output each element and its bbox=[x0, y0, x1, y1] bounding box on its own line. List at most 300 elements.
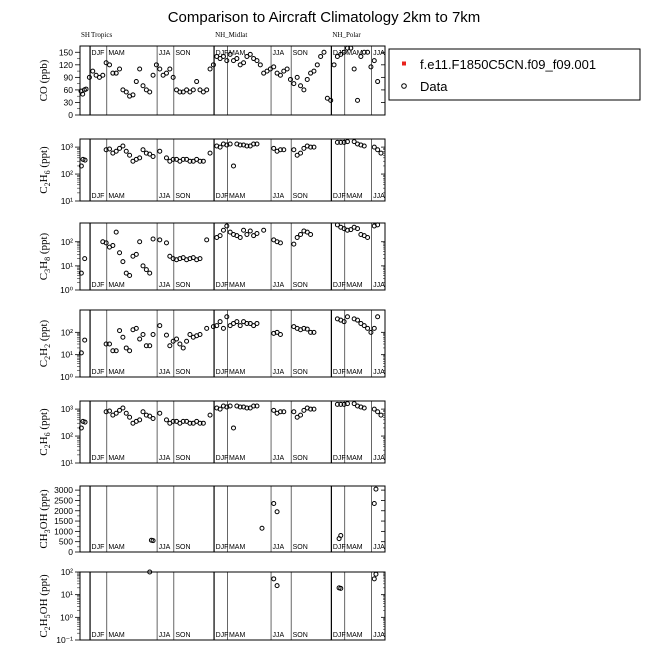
y-axis-label bbox=[38, 232, 52, 280]
y-axis-label-part: 2 bbox=[43, 355, 52, 360]
data-point bbox=[164, 156, 168, 160]
season-label: MAM bbox=[228, 282, 246, 289]
season-label: DJF bbox=[91, 544, 105, 551]
y-axis-label-part: (ppt) bbox=[38, 146, 50, 171]
season-label: DJF bbox=[332, 369, 346, 376]
y-axis-label-part: H bbox=[38, 347, 50, 356]
data-point bbox=[164, 241, 168, 245]
panels bbox=[38, 31, 385, 645]
y-tick-label: 10⁰ bbox=[60, 372, 73, 382]
plot-frame bbox=[80, 572, 385, 640]
y-tick-label: 0 bbox=[68, 110, 73, 120]
data-point bbox=[372, 326, 376, 330]
data-point bbox=[118, 251, 122, 255]
season-label: SON bbox=[175, 632, 191, 639]
region-label: NH_Midlat bbox=[215, 31, 248, 39]
data-point bbox=[124, 90, 128, 94]
y-tick-label: 10³ bbox=[60, 142, 73, 153]
y-axis-label-part: 8 bbox=[43, 256, 52, 261]
data-point bbox=[141, 84, 145, 88]
season-label: DJF bbox=[215, 632, 229, 639]
data-point bbox=[124, 411, 128, 415]
chart-title: Comparison to Aircraft Climatology 2km to 7km bbox=[167, 9, 481, 26]
season-label: MAM bbox=[228, 544, 246, 551]
data-point bbox=[292, 82, 296, 86]
y-axis-label bbox=[38, 408, 52, 456]
data-point bbox=[299, 84, 303, 88]
data-point bbox=[288, 77, 292, 81]
data-point bbox=[128, 349, 132, 353]
legend-label: Data bbox=[420, 79, 448, 94]
data-point bbox=[238, 236, 242, 240]
data-point bbox=[118, 329, 122, 333]
data-point bbox=[121, 335, 125, 339]
data-point bbox=[124, 149, 128, 153]
panel-1 bbox=[38, 31, 385, 120]
season-label: MAM bbox=[346, 282, 363, 289]
data-point bbox=[144, 268, 148, 272]
y-axis-label-part: 2 bbox=[43, 626, 52, 631]
y-axis-label-part: (ppt) bbox=[38, 232, 50, 257]
y-axis-label-part: OH (ppt) bbox=[38, 574, 50, 615]
data-point bbox=[148, 271, 152, 275]
plot-frame bbox=[80, 486, 385, 552]
data-point bbox=[158, 149, 162, 153]
data-point bbox=[379, 151, 383, 155]
season-label: SON bbox=[292, 632, 308, 639]
y-axis-label-part: 2 bbox=[43, 343, 52, 348]
data-point bbox=[275, 510, 279, 514]
data-point bbox=[128, 153, 132, 157]
y-tick-label: 10⁰ bbox=[60, 285, 73, 295]
season-label: MAM bbox=[108, 544, 125, 551]
y-axis-label-part: 6 bbox=[43, 170, 52, 175]
panel-5 bbox=[38, 401, 385, 468]
data-point bbox=[272, 577, 276, 581]
season-label: MAM bbox=[346, 632, 363, 639]
season-label: SON bbox=[292, 193, 308, 200]
data-point bbox=[208, 67, 212, 71]
data-point bbox=[232, 426, 236, 430]
season-label: DJF bbox=[215, 282, 229, 289]
y-axis-label-part: CO (ppb) bbox=[38, 59, 50, 102]
y-tick-label: 10² bbox=[60, 327, 73, 338]
y-axis-label-part: C bbox=[38, 186, 50, 194]
legend-marker-model bbox=[402, 62, 406, 66]
y-axis-label-part: C bbox=[38, 448, 50, 456]
season-label: MAM bbox=[346, 193, 363, 200]
data-point bbox=[148, 90, 152, 94]
data-point bbox=[158, 238, 162, 242]
data-point bbox=[138, 67, 142, 71]
data-point bbox=[278, 332, 282, 336]
data-point bbox=[258, 63, 262, 67]
y-tick-label: 10³ bbox=[60, 404, 73, 415]
season-label: JJA bbox=[272, 193, 285, 200]
season-label: DJF bbox=[332, 544, 346, 551]
data-point bbox=[151, 237, 155, 241]
data-point bbox=[329, 98, 333, 102]
season-label: JJA bbox=[158, 193, 171, 200]
season-label: JJA bbox=[272, 632, 285, 639]
y-axis-label-part: H bbox=[38, 436, 50, 445]
data-point bbox=[248, 229, 252, 233]
season-label: JJA bbox=[272, 369, 285, 376]
season-label: JJA bbox=[272, 50, 285, 57]
data-point bbox=[235, 320, 239, 324]
data-point bbox=[158, 67, 162, 71]
data-point bbox=[208, 413, 212, 417]
season-label: DJF bbox=[91, 50, 105, 57]
data-point bbox=[158, 411, 162, 415]
data-point bbox=[255, 321, 259, 325]
season-label: DJF bbox=[332, 193, 346, 200]
data-point bbox=[218, 234, 222, 238]
data-point bbox=[171, 75, 175, 79]
season-label: SON bbox=[292, 369, 308, 376]
y-tick-label: 10¹ bbox=[60, 589, 73, 600]
data-point bbox=[138, 240, 142, 244]
data-point bbox=[168, 67, 172, 71]
y-axis-label-part: H bbox=[38, 618, 50, 627]
data-point bbox=[292, 148, 296, 152]
y-axis-label-part: 2 bbox=[43, 182, 52, 187]
y-axis-label-part: H bbox=[38, 260, 50, 269]
data-point bbox=[292, 242, 296, 246]
data-point bbox=[295, 236, 299, 240]
season-label: DJF bbox=[215, 455, 229, 462]
data-point bbox=[374, 487, 378, 491]
data-point bbox=[205, 88, 209, 92]
data-point bbox=[185, 339, 189, 343]
season-label: JJA bbox=[373, 455, 385, 462]
data-point bbox=[225, 315, 229, 319]
y-axis-label bbox=[38, 574, 52, 638]
y-tick-label: 10² bbox=[60, 169, 73, 180]
data-point bbox=[275, 584, 279, 588]
data-point bbox=[151, 73, 155, 77]
data-point bbox=[141, 332, 145, 336]
y-axis-label-part: 2 bbox=[43, 444, 52, 449]
data-point bbox=[118, 67, 122, 71]
season-label: SON bbox=[175, 369, 191, 376]
data-point bbox=[195, 80, 199, 84]
season-label: SON bbox=[175, 50, 191, 57]
data-point bbox=[121, 406, 125, 410]
season-label: MAM bbox=[228, 455, 246, 462]
y-tick-label: 3000 bbox=[54, 485, 73, 496]
season-label: MAM bbox=[228, 193, 246, 200]
data-point bbox=[191, 88, 195, 92]
data-point bbox=[299, 233, 303, 237]
data-point bbox=[151, 416, 155, 420]
data-point bbox=[121, 260, 125, 264]
data-point bbox=[299, 151, 303, 155]
data-point bbox=[211, 63, 215, 67]
region-label: SH bbox=[81, 31, 90, 39]
season-label: JJA bbox=[373, 632, 385, 639]
data-point bbox=[345, 315, 349, 319]
data-point bbox=[379, 413, 383, 417]
data-point bbox=[366, 326, 370, 330]
data-point bbox=[332, 63, 336, 67]
data-point bbox=[205, 238, 209, 242]
data-point bbox=[376, 315, 380, 319]
data-point bbox=[285, 67, 289, 71]
data-point bbox=[134, 80, 138, 84]
y-tick-label: 1500 bbox=[54, 516, 73, 527]
data-point bbox=[83, 338, 87, 342]
season-label: MAM bbox=[346, 50, 363, 57]
y-tick-label: 0 bbox=[68, 547, 73, 557]
y-tick-label: 90 bbox=[63, 72, 73, 83]
data-point bbox=[315, 63, 319, 67]
panel-2 bbox=[38, 139, 385, 206]
y-tick-label: 10¹ bbox=[60, 196, 73, 206]
panel-6 bbox=[38, 485, 385, 557]
data-point bbox=[164, 418, 168, 422]
data-point bbox=[366, 236, 370, 240]
data-point bbox=[299, 413, 303, 417]
y-tick-label: 30 bbox=[63, 97, 73, 108]
data-point bbox=[225, 224, 229, 228]
data-point bbox=[121, 144, 125, 148]
season-label: DJF bbox=[91, 455, 105, 462]
season-label: MAM bbox=[108, 50, 125, 57]
season-label: SON bbox=[175, 282, 191, 289]
data-point bbox=[138, 418, 142, 422]
season-label: DJF bbox=[91, 282, 105, 289]
data-point bbox=[312, 69, 316, 73]
season-label: MAM bbox=[108, 455, 125, 462]
y-tick-label: 10¹ bbox=[60, 349, 73, 360]
season-label: JJA bbox=[373, 282, 385, 289]
data-point bbox=[374, 572, 378, 576]
season-label: JJA bbox=[158, 632, 171, 639]
panel-4 bbox=[38, 310, 385, 382]
season-label: JJA bbox=[158, 282, 171, 289]
data-point bbox=[255, 59, 259, 63]
data-point bbox=[235, 57, 239, 61]
data-point bbox=[141, 410, 145, 414]
data-point bbox=[372, 502, 376, 506]
season-label: SON bbox=[292, 50, 308, 57]
data-point bbox=[319, 54, 323, 58]
y-tick-label: 10⁻¹ bbox=[56, 635, 73, 645]
data-point bbox=[158, 324, 162, 328]
season-label: JJA bbox=[158, 455, 171, 462]
y-tick-label: 150 bbox=[58, 47, 73, 58]
data-point bbox=[272, 502, 276, 506]
data-point bbox=[141, 148, 145, 152]
data-point bbox=[141, 264, 145, 268]
data-point bbox=[168, 344, 172, 348]
season-label: DJF bbox=[215, 544, 229, 551]
y-tick-label: 10² bbox=[60, 567, 73, 577]
data-point bbox=[87, 75, 91, 79]
data-point bbox=[248, 52, 252, 56]
season-label: MAM bbox=[346, 369, 363, 376]
data-point bbox=[245, 233, 249, 237]
y-tick-label: 10⁰ bbox=[60, 612, 73, 623]
season-label: JJA bbox=[373, 193, 385, 200]
y-tick-label: 2500 bbox=[54, 495, 73, 506]
data-point bbox=[175, 337, 179, 341]
season-label: JJA bbox=[158, 50, 171, 57]
data-point bbox=[232, 164, 236, 168]
data-point bbox=[151, 154, 155, 158]
data-point bbox=[376, 410, 380, 414]
data-point bbox=[134, 252, 138, 256]
data-point bbox=[292, 410, 296, 414]
y-tick-label: 1000 bbox=[54, 526, 73, 537]
data-point bbox=[272, 65, 276, 69]
data-point bbox=[372, 577, 376, 581]
y-axis-label-part: CH bbox=[38, 533, 50, 549]
season-label: MAM bbox=[108, 369, 125, 376]
season-label: JJA bbox=[272, 282, 285, 289]
season-label: DJF bbox=[91, 369, 105, 376]
data-point bbox=[225, 59, 229, 63]
data-point bbox=[114, 230, 118, 234]
data-point bbox=[218, 320, 222, 324]
season-label: MAM bbox=[346, 455, 363, 462]
data-point bbox=[278, 73, 282, 77]
data-point bbox=[352, 67, 356, 71]
season-label: DJF bbox=[332, 50, 346, 57]
y-axis-label-part: 5 bbox=[43, 614, 52, 619]
season-label: JJA bbox=[373, 50, 385, 57]
season-label: MAM bbox=[228, 632, 246, 639]
season-label: DJF bbox=[332, 632, 346, 639]
season-label: DJF bbox=[332, 455, 346, 462]
y-axis-label bbox=[38, 146, 52, 194]
data-point bbox=[295, 75, 299, 79]
y-tick-label: 10¹ bbox=[60, 260, 73, 271]
y-axis-label bbox=[38, 59, 50, 101]
y-tick-label: 500 bbox=[58, 536, 73, 547]
season-label: DJF bbox=[215, 193, 229, 200]
data-point bbox=[356, 98, 360, 102]
data-point bbox=[309, 233, 313, 237]
data-point bbox=[238, 324, 242, 328]
data-point bbox=[181, 346, 185, 350]
y-tick-label: 10¹ bbox=[60, 458, 73, 468]
y-axis-label bbox=[38, 489, 52, 549]
legend-label: f.e11.F1850C5CN.f09_f09.001 bbox=[420, 57, 597, 72]
season-label: MAM bbox=[228, 50, 246, 57]
data-point bbox=[128, 273, 132, 277]
season-label: DJF bbox=[91, 632, 105, 639]
region-label: Tropics bbox=[91, 31, 113, 39]
data-point bbox=[369, 65, 373, 69]
data-point bbox=[154, 63, 158, 67]
season-label: JJA bbox=[373, 369, 385, 376]
season-label: JJA bbox=[272, 455, 285, 462]
data-point bbox=[107, 63, 111, 67]
data-point bbox=[205, 326, 209, 330]
y-axis-label bbox=[38, 319, 52, 367]
data-point bbox=[262, 228, 266, 232]
legend bbox=[389, 49, 640, 100]
data-point bbox=[151, 332, 155, 336]
season-label: MAM bbox=[228, 369, 246, 376]
plot-frame bbox=[80, 139, 385, 201]
y-tick-label: 120 bbox=[58, 59, 73, 70]
y-axis-label-part: (ppt) bbox=[38, 319, 50, 344]
panel-7 bbox=[38, 567, 385, 645]
region-label: NH_Polar bbox=[332, 31, 361, 39]
data-point bbox=[305, 77, 309, 81]
data-point bbox=[260, 526, 264, 530]
y-axis-label-part: OH (ppt) bbox=[38, 489, 50, 530]
data-point bbox=[138, 337, 142, 341]
data-point bbox=[111, 244, 115, 248]
season-label: SON bbox=[292, 455, 308, 462]
season-label: SON bbox=[292, 282, 308, 289]
data-point bbox=[101, 73, 105, 77]
y-axis-label-part: 6 bbox=[43, 432, 52, 437]
season-label: JJA bbox=[158, 369, 171, 376]
data-point bbox=[242, 61, 246, 65]
data-point bbox=[208, 151, 212, 155]
y-tick-label: 10² bbox=[60, 236, 73, 247]
season-label: JJA bbox=[158, 544, 171, 551]
season-label: JJA bbox=[373, 544, 385, 551]
season-label: SON bbox=[175, 193, 191, 200]
panel-3 bbox=[38, 223, 385, 295]
y-tick-label: 60 bbox=[63, 84, 73, 95]
y-tick-label: 2000 bbox=[54, 505, 73, 516]
y-axis-label-part: H bbox=[38, 174, 50, 183]
y-axis-label-part: C bbox=[38, 359, 50, 368]
season-label: DJF bbox=[91, 193, 105, 200]
y-axis-label-part: C bbox=[38, 272, 50, 281]
season-label: MAM bbox=[346, 544, 363, 551]
data-point bbox=[369, 330, 373, 334]
data-point bbox=[376, 80, 380, 84]
data-point bbox=[128, 415, 132, 419]
data-point bbox=[255, 232, 259, 236]
y-axis-label-part: 3 bbox=[43, 268, 52, 273]
season-label: DJF bbox=[215, 50, 229, 57]
y-axis-label-part: 3 bbox=[43, 529, 52, 534]
data-point bbox=[91, 69, 95, 73]
plot-frame bbox=[80, 401, 385, 463]
data-point bbox=[322, 50, 326, 54]
season-label: MAM bbox=[108, 193, 125, 200]
data-point bbox=[83, 257, 87, 261]
data-point bbox=[302, 88, 306, 92]
season-label: MAM bbox=[108, 632, 125, 639]
season-label: SON bbox=[292, 544, 308, 551]
data-point bbox=[164, 333, 168, 337]
season-label: DJF bbox=[215, 369, 229, 376]
season-label: DJF bbox=[332, 282, 346, 289]
y-axis-label-part: (ppt) bbox=[38, 408, 50, 433]
data-point bbox=[376, 148, 380, 152]
season-label: MAM bbox=[108, 282, 125, 289]
data-point bbox=[372, 59, 376, 63]
season-label: SON bbox=[175, 455, 191, 462]
y-axis-label-part: C bbox=[38, 630, 50, 638]
data-point bbox=[221, 326, 225, 330]
data-point bbox=[242, 228, 246, 232]
season-label: JJA bbox=[272, 544, 285, 551]
data-point bbox=[138, 156, 142, 160]
data-point bbox=[221, 228, 225, 232]
data-point bbox=[164, 71, 168, 75]
